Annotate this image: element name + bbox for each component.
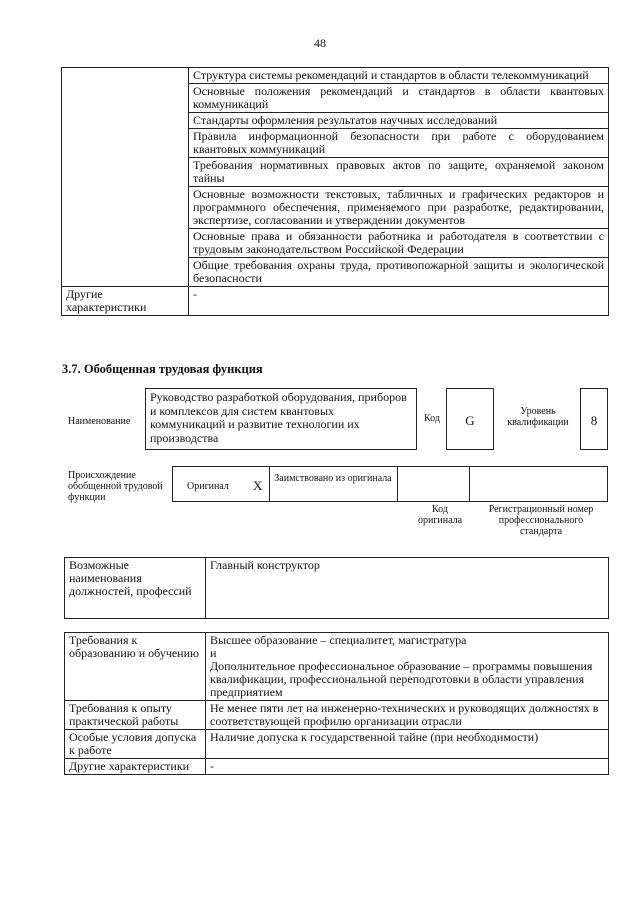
section-title: 3.7. Обобщенная трудовая функция [62,362,263,376]
knowledge-item: Структура системы рекомендаций и стандартов в области телекоммуникаций [189,68,609,84]
other-characteristics-value: - [189,287,609,316]
requirements-table [64,632,609,775]
knowledge-item: Основные права и обязанности работника и работодателя в соответствии с трудовым законодательством Российской Федерации [189,229,609,258]
origin-divider [269,467,270,501]
origin-label: Происхождение обобщенной трудовой функции [68,470,163,503]
experience-value: Не менее пяти лет на инженерно-технических и руководящих должностях в соответствующей профилю организации отрасли [206,701,609,730]
experience-label: Требования к опыту практической работы [65,701,206,730]
knowledge-item: Требования нормативных правовых актов по защите, охраняемой законом тайны [189,158,609,187]
code-value-box: G [446,388,494,450]
borrowed-label: Заимствовано из оригинала [274,473,392,484]
conditions-value: Наличие допуска к государственной тайне (при необходимости) [206,730,609,759]
origin-divider [469,467,470,501]
education-line: Дополнительное профессиональное образование – программы повышения квалификации, профессиональной переподготовки в области управления предприятием [210,659,593,699]
positions-label: Возможные наименования должностей, профессий [65,558,206,619]
knowledge-item: Правила информационной безопасности при работе с оборудованием квантовых коммуникаций [189,129,609,158]
page-number: 48 [314,36,326,50]
education-line: и [210,646,217,660]
other-characteristics-label: Другие характеристики [62,287,189,316]
education-label: Требования к образованию и обучению [65,633,206,701]
code-label: Код [424,413,440,424]
positions-value: Главный конструктор [206,558,609,619]
knowledge-item: Общие требования охраны труда, противопожарной защиты и экологической безопасности [189,258,609,287]
knowledge-label-cell [62,68,189,287]
other-label: Другие характеристики [65,759,206,775]
education-value [206,633,609,701]
knowledge-item: Стандарты оформления результатов научных исследований [189,113,609,129]
origin-divider [397,467,398,501]
original-label: Оригинал [187,481,229,492]
function-name-box: Руководство разработкой оборудования, приборов и комплексов для систем квантовых коммуникаций и развитие технологии их производства [145,388,417,450]
code-original-caption: Код оригинала [417,504,463,526]
origin-box [172,466,608,502]
reg-number-caption: Регистрационный номер профессионального стандарта [488,504,594,537]
original-mark: X [253,478,263,493]
knowledge-item: Основные положения рекомендаций и стандартов в области квантовых коммуникаций [189,84,609,113]
conditions-label: Особые условия допуска к работе [65,730,206,759]
education-line: Высшее образование – специалитет, магистратура [210,633,467,647]
level-label: Уровень квалификации [507,406,569,428]
other-value: - [206,759,609,775]
positions-table [64,557,609,619]
name-label: Наименование [68,416,131,427]
knowledge-table [61,67,609,316]
knowledge-item: Основные возможности текстовых, табличных и графических редакторов и программного обеспечения, применяемого при разработке, редактировании, экспертизе, согласовании и утверждении документов [189,187,609,229]
level-value-box: 8 [580,388,608,450]
